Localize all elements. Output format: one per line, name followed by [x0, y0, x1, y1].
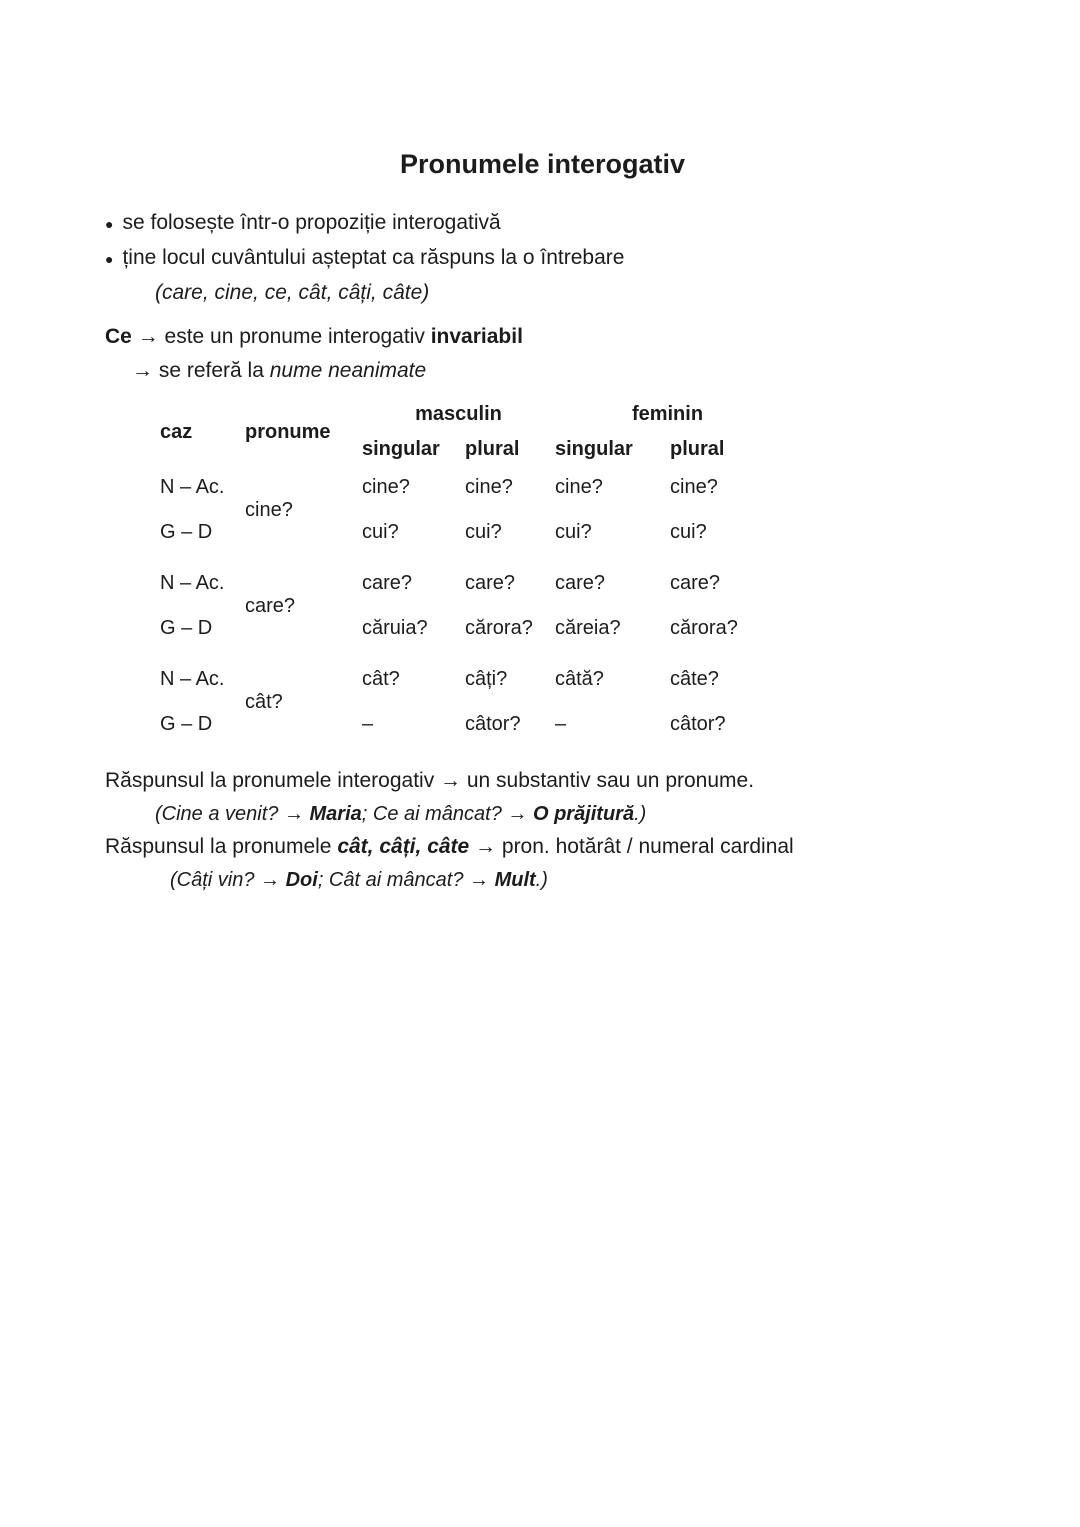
ce-definition-text: → este un pronume interogativ	[131, 325, 431, 348]
table-group-care	[160, 571, 980, 640]
bullet-text: se folosește într-o propoziție interogativă	[122, 211, 501, 234]
cell-caz: N – Ac.	[160, 668, 225, 690]
table-cell: câtor?	[465, 713, 521, 735]
table-cell: care?	[362, 572, 413, 594]
cell-caz: G – D	[160, 617, 213, 639]
table-cell: cine?	[362, 476, 410, 498]
table-cell: cine?	[555, 476, 603, 498]
example-answer: Mult	[494, 869, 536, 891]
table-cell: cine?	[465, 476, 513, 498]
cell-pronoun: care?	[245, 594, 296, 617]
bullet-icon: ●	[105, 216, 114, 232]
header-caz: caz	[160, 420, 193, 443]
cat-pronouns-label: cât, câți, câte	[337, 835, 470, 858]
table-cell: cât?	[362, 668, 400, 690]
header-singular-masculin: singular	[362, 438, 440, 460]
bullet-icon: ●	[105, 251, 114, 267]
table-cell: căreia?	[555, 617, 621, 639]
table-cell: câtă?	[555, 668, 604, 690]
table-cell: care?	[670, 572, 721, 594]
header-plural-masculin: plural	[465, 438, 520, 460]
table-header	[160, 402, 980, 461]
bullet-item-usage	[105, 206, 980, 241]
table-group-cat	[160, 667, 980, 736]
table-cell: câtor?	[670, 713, 726, 735]
table-group-cine	[160, 475, 980, 544]
cell-pronoun: cât?	[245, 690, 283, 713]
page-title: Pronumele interogativ	[399, 149, 686, 179]
cell-pronoun: cine?	[245, 498, 293, 521]
ce-reference-text: → se referă la	[132, 359, 270, 382]
example-text: .)	[634, 803, 647, 825]
nume-neanimate-label: nume neanimate	[269, 359, 427, 382]
table-cell: cui?	[670, 521, 707, 543]
table-cell: cui?	[465, 521, 502, 543]
header-pronume: pronume	[245, 420, 331, 443]
answer-text: → pron. hotărât / numeral cardinal	[469, 835, 794, 858]
table-cell: –	[362, 713, 374, 735]
header-plural-feminin: plural	[670, 438, 725, 460]
cell-caz: N – Ac.	[160, 572, 225, 594]
bullet-text: ține locul cuvântului așteptat ca răspuns la o întrebare	[122, 246, 625, 269]
answer-noun-line: Răspunsul la pronumele interogativ → un substantiv sau un pronume.	[105, 769, 755, 792]
example-answer: O prăjitură	[532, 803, 635, 825]
table-cell: căruia?	[362, 617, 428, 639]
answer-text: Răspunsul la pronumele	[105, 835, 338, 858]
bullet-item-role	[105, 241, 980, 276]
table-cell: câți?	[465, 668, 508, 690]
table-cell: care?	[555, 572, 606, 594]
table-cell: cărora?	[670, 617, 738, 639]
declension-table	[160, 402, 980, 736]
table-cell: cărora?	[465, 617, 533, 639]
answer-cardinal-line	[105, 830, 980, 864]
example-answer: Maria	[309, 803, 362, 825]
example-text: .)	[535, 869, 548, 891]
table-cell: câte?	[670, 668, 719, 690]
example-answer: Doi	[285, 869, 318, 891]
cell-caz: G – D	[160, 521, 213, 543]
header-feminin: feminin	[631, 403, 704, 425]
table-cell: cui?	[555, 521, 592, 543]
header-singular-feminin: singular	[555, 438, 633, 460]
table-cell: –	[555, 713, 567, 735]
answers-section	[105, 764, 980, 896]
example-text: ; Cât ai mâncat? →	[317, 869, 495, 891]
answer-cardinal-example	[170, 864, 980, 896]
example-text: (Câți vin? →	[170, 869, 286, 891]
ce-definition-line	[105, 320, 980, 354]
cell-caz: N – Ac.	[160, 476, 225, 498]
pronoun-examples-line: (care, cine, ce, cât, câți, câte)	[155, 281, 430, 304]
example-text: ; Ce ai mâncat? →	[361, 803, 533, 825]
ce-word: Ce	[105, 325, 132, 348]
answer-noun-example	[155, 798, 980, 830]
invariabil-label: invariabil	[430, 325, 523, 348]
table-cell: cine?	[670, 476, 718, 498]
cell-caz: G – D	[160, 713, 213, 735]
table-cell: cui?	[362, 521, 399, 543]
table-cell: care?	[465, 572, 516, 594]
example-text: (Cine a venit? →	[155, 803, 310, 825]
header-masculin: masculin	[415, 403, 502, 425]
ce-reference-line	[132, 354, 980, 388]
